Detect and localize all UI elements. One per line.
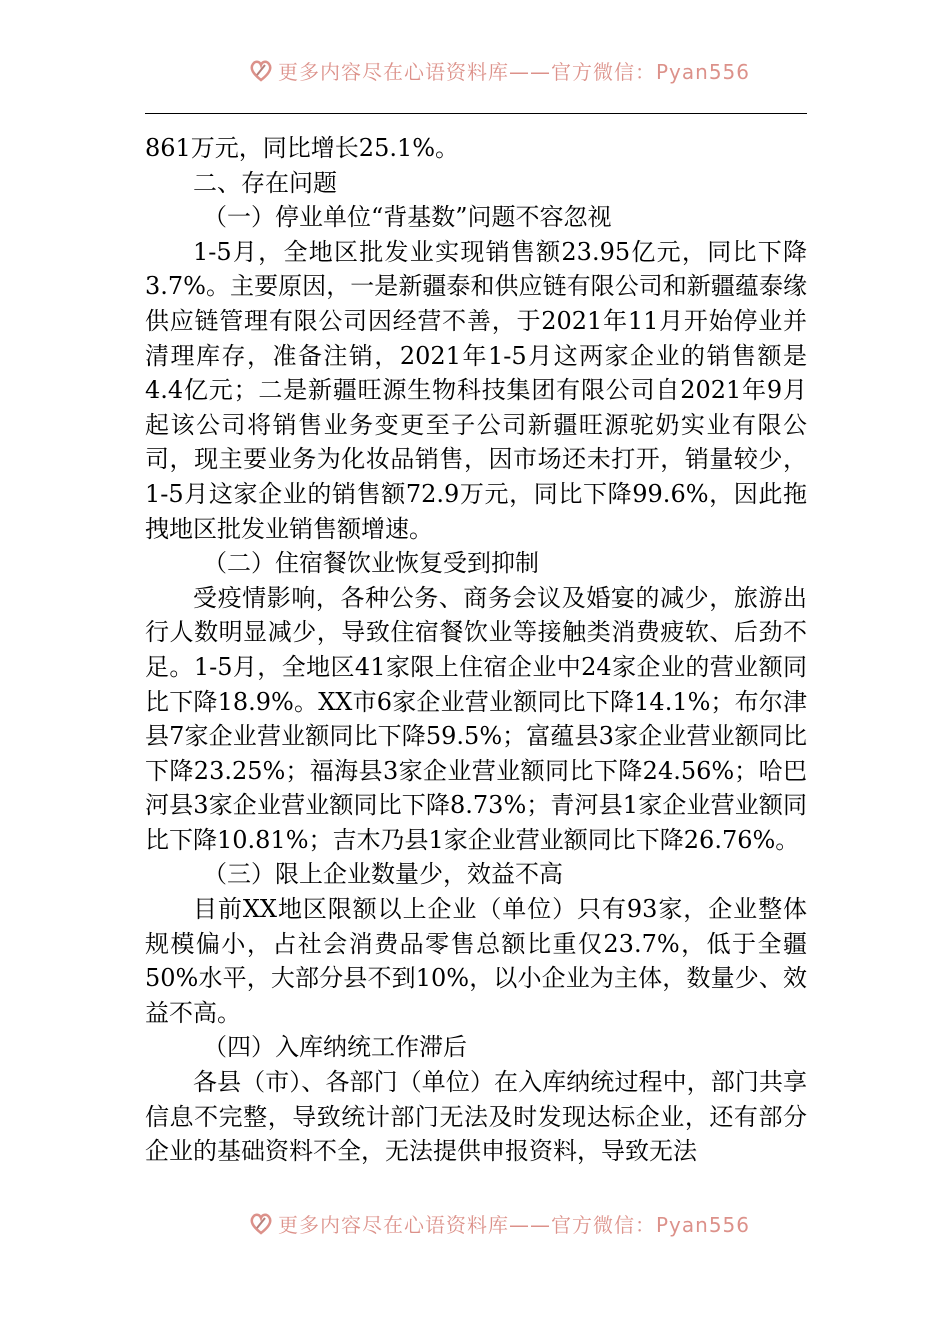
- watermark-top: [248, 55, 750, 85]
- subsection-heading-2: （二）住宿餐饮业恢复受到抑制: [203, 549, 539, 578]
- body-paragraph-1: 1-5月，全地区批发业实现销售额23.95亿元，同比下降3.7%。主要原因，一是新疆泰和供应链有限公司和新疆蕴泰缘供应链管理有限公司因经营不善，于2021年11月开始停业并清理库存，准备注销，2021年1-5月这两家企业的销售额是4.4亿元；二是新疆旺源生物科技集团有限公司自2021年9月起该公司将销售业务变更至子公司新疆旺源驼奶实业有限公司，现主要业务为化妆品销售，因市场还未打开，销量较少，1-5月这家企业的销售额72.9万元，同比下降99.6%，因此拖拽地区批发业销售额增速。: [145, 237, 807, 543]
- watermark-text: 更多内容尽在心语资料库——官方微信：Pyan556: [278, 59, 751, 84]
- watermark-text: 更多内容尽在心语资料库——官方微信：Pyan556: [278, 1212, 751, 1237]
- subsection-heading-3: （三）限上企业数量少，效益不高: [203, 860, 563, 889]
- body-paragraph-3: 目前XX地区限额以上企业（单位）只有93家，企业整体规模偏小，占社会消费品零售总额比重仅23.7%，低于全疆50%水平，大部分县不到10%，以小企业为主体，数量少、效益不高。: [145, 895, 807, 1027]
- subsection-heading-4: （四）入库纳统工作滞后: [203, 1033, 467, 1062]
- heart-logo-icon: [248, 57, 274, 83]
- body-paragraph-4: 各县（市）、各部门（单位）在入库纳统过程中，部门共享信息不完整，导致统计部门无法及时发现达标企业，还有部分企业的基础资料不全，无法提供申报资料，导致无法: [145, 1068, 807, 1166]
- body-paragraph-2: 受疫情影响，各种公务、商务会议及婚宴的减少，旅游出行人数明显减少，导致住宿餐饮业等接触类消费疲软、后劲不足。1-5月，全地区41家限上住宿企业中24家企业的营业额同比下降18.9%。XX市6家企业营业额同比下降14.1%；布尔津县7家企业营业额同比下降59.5%；富蕴县3家企业营业额同比下降23.25%；福海县3家企业营业额同比下降24.56%；哈巴河县3家企业营业额同比下降8.73%；青河县1家企业营业额同比下降10.81%；吉木乃县1家企业营业额同比下降26.76%。: [145, 583, 807, 854]
- document-body: [145, 131, 807, 1169]
- header-divider: [145, 113, 807, 114]
- watermark-bottom: [248, 1208, 750, 1238]
- section-heading: 二、存在问题: [193, 168, 337, 197]
- subsection-heading-1: （一）停业单位“背基数”问题不容忽视: [203, 203, 612, 232]
- paragraph-continuation: 861万元，同比增长25.1%。: [145, 134, 460, 162]
- heart-logo-icon: [248, 1210, 274, 1236]
